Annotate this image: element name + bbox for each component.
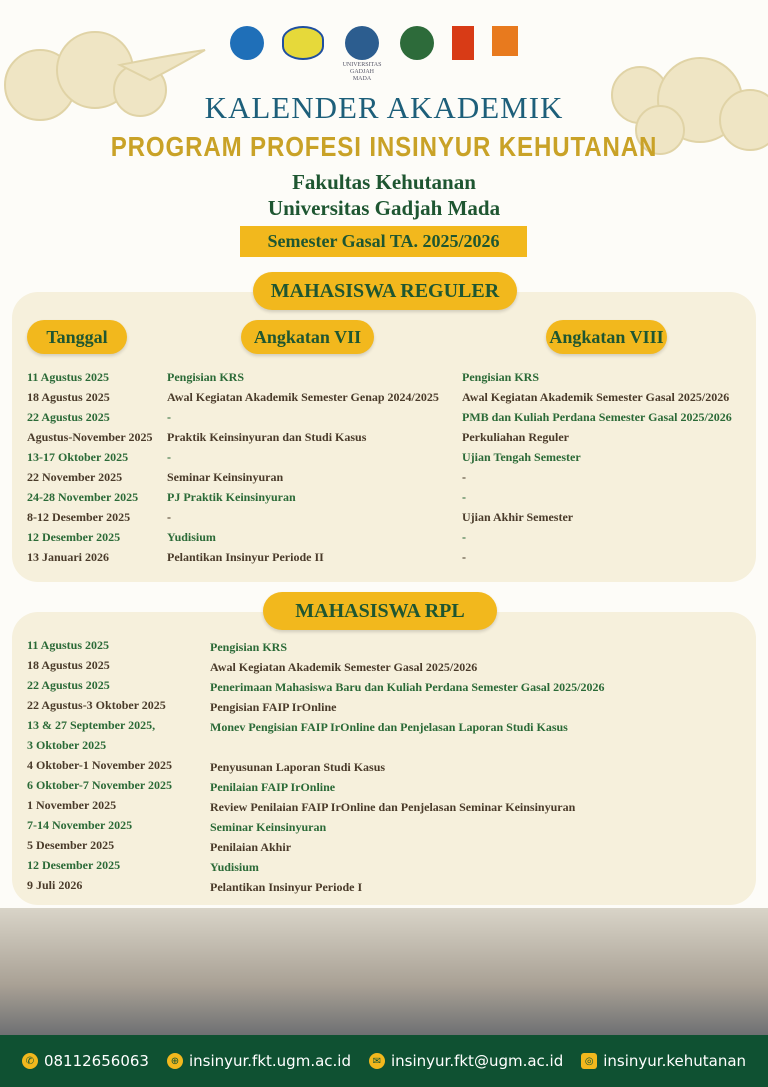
instagram-handle[interactable]: insinyur.kehutanan — [603, 1052, 747, 1070]
reguler-date: 18 Agustus 2025 — [27, 390, 110, 404]
angkatan-vii-activity: Seminar Keinsinyuran — [167, 470, 284, 484]
rpl-date: 18 Agustus 2025 — [27, 658, 110, 672]
reguler-date: 22 November 2025 — [27, 470, 123, 484]
angkatan-viii-activity: PMB dan Kuliah Perdana Semester Gasal 2025/2026 — [462, 410, 732, 424]
group-photo — [0, 908, 768, 1036]
angkatan-viii-activity: - — [462, 490, 466, 504]
rpl-activity: Penerimaan Mahasiswa Baru dan Kuliah Perdana Semester Gasal 2025/2026 — [210, 680, 605, 694]
website-link[interactable]: insinyur.fkt.ugm.ac.id — [188, 1052, 351, 1070]
rpl-section-title: MAHASISWA RPL — [263, 592, 497, 630]
angkatan-vii-activity: Praktik Keinsinyuran dan Studi Kasus — [167, 430, 367, 444]
rpl-activity: Penilaian Akhir — [210, 840, 292, 854]
rpl-activity: Pengisian KRS — [210, 640, 288, 654]
rpl-date: 22 Agustus-3 Oktober 2025 — [27, 698, 166, 712]
rpl-date: 3 Oktober 2025 — [27, 738, 107, 752]
angkatan-viii-activity: Ujian Akhir Semester — [462, 510, 574, 524]
rpl-date: 5 Desember 2025 — [27, 838, 115, 852]
reguler-date: 24-28 November 2025 — [27, 490, 139, 504]
rpl-date: 11 Agustus 2025 — [27, 638, 110, 652]
email-icon: ✉ — [369, 1053, 385, 1069]
angkatan-vii-activity: Yudisium — [167, 530, 216, 544]
rpl-date: 9 Juli 2026 — [27, 878, 83, 892]
angkatan-viii-activity: - — [462, 470, 466, 484]
rpl-date: 1 November 2025 — [27, 798, 117, 812]
partner-logos — [230, 26, 530, 83]
logo-5 — [452, 26, 474, 60]
contact-footer — [0, 1035, 768, 1087]
rpl-date: 22 Agustus 2025 — [27, 678, 110, 692]
angkatan-vii-activity: - — [167, 510, 171, 524]
rpl-activity: Awal Kegiatan Akademik Semester Gasal 2025/2026 — [210, 660, 478, 674]
email-link[interactable]: insinyur.fkt@ugm.ac.id — [390, 1052, 564, 1070]
angkatan-vii-activity: Pelantikan Insinyur Periode II — [167, 550, 324, 564]
angkatan-viii-activity: - — [462, 530, 466, 544]
rpl-activity: Seminar Keinsinyuran — [210, 820, 327, 834]
rpl-activity: Pelantikan Insinyur Periode I — [210, 880, 363, 894]
reguler-date: 22 Agustus 2025 — [27, 410, 110, 424]
program-subtitle: PROGRAM PROFESI INSINYUR KEHUTANAN — [110, 131, 658, 162]
page-title: KALENDER AKADEMIK — [204, 90, 564, 125]
rpl-activity: Review Penilaian FAIP IrOnline dan Penjelasan Seminar Keinsinyuran — [210, 800, 576, 814]
angkatan-viii-activity: Ujian Tengah Semester — [462, 450, 581, 464]
rpl-activity: Yudisium — [210, 860, 259, 874]
reguler-date: 13-17 Oktober 2025 — [27, 450, 129, 464]
rpl-date: 13 & 27 September 2025, — [27, 718, 156, 732]
faculty-name: Fakultas Kehutanan — [292, 170, 476, 194]
angkatan-viii-activity: Pengisian KRS — [462, 370, 540, 384]
rpl-activity: Pengisian FAIP IrOnline — [210, 700, 337, 714]
rpl-date: 12 Desember 2025 — [27, 858, 121, 872]
ugm-logo-text: UNIVERSITAS GADJAH MADA — [342, 62, 382, 82]
phone-icon: ✆ — [22, 1053, 38, 1069]
angkatan-viii-activity: Awal Kegiatan Akademik Semester Gasal 2025/2026 — [462, 390, 730, 404]
reguler-date: 11 Agustus 2025 — [27, 370, 110, 384]
rpl-date: 7-14 November 2025 — [27, 818, 133, 832]
rpl-activity: Penyusunan Laporan Studi Kasus — [210, 760, 386, 774]
header-angkatan-vii: Angkatan VII — [241, 320, 374, 354]
lam-teknik-logo — [492, 26, 518, 56]
ugm-logo — [342, 26, 382, 83]
rpl-date: 6 Oktober-7 November 2025 — [27, 778, 172, 792]
reguler-date: 8-12 Desember 2025 — [27, 510, 131, 524]
angkatan-viii-activity: Perkuliahan Reguler — [462, 430, 569, 444]
angkatan-vii-activity: Pengisian KRS — [167, 370, 245, 384]
angkatan-vii-activity: - — [167, 450, 171, 464]
reguler-section-title: MAHASISWA REGULER — [253, 272, 517, 310]
angkatan-viii-activity: - — [462, 550, 466, 564]
header-angkatan-viii: Angkatan VIII — [546, 320, 667, 354]
globe-icon: ⊕ — [167, 1053, 183, 1069]
rpl-date: 4 Oktober-1 November 2025 — [27, 758, 172, 772]
university-name: Universitas Gadjah Mada — [267, 196, 501, 220]
reguler-date: 12 Desember 2025 — [27, 530, 121, 544]
fakultas-kehutanan-logo — [400, 26, 434, 60]
angkatan-vii-activity: - — [167, 410, 171, 424]
ban-pt-logo — [282, 26, 324, 60]
angkatan-vii-activity: Awal Kegiatan Akademik Semester Genap 2024/2025 — [167, 390, 439, 404]
kemendikbud-logo — [230, 26, 264, 60]
rpl-activity: Penilaian FAIP IrOnline — [210, 780, 336, 794]
semester-label: Semester Gasal TA. 2025/2026 — [240, 226, 527, 257]
header-tanggal: Tanggal — [27, 320, 127, 354]
reguler-date: 13 Januari 2026 — [27, 550, 110, 564]
phone-number: 08112656063 — [43, 1052, 149, 1070]
reguler-date: Agustus-November 2025 — [27, 430, 153, 444]
rpl-activity: Monev Pengisian FAIP IrOnline dan Penjelasan Laporan Studi Kasus — [210, 720, 568, 734]
rpl-panel — [12, 612, 756, 905]
instagram-icon: ◎ — [581, 1053, 597, 1069]
angkatan-vii-activity: PJ Praktik Keinsinyuran — [167, 490, 296, 504]
